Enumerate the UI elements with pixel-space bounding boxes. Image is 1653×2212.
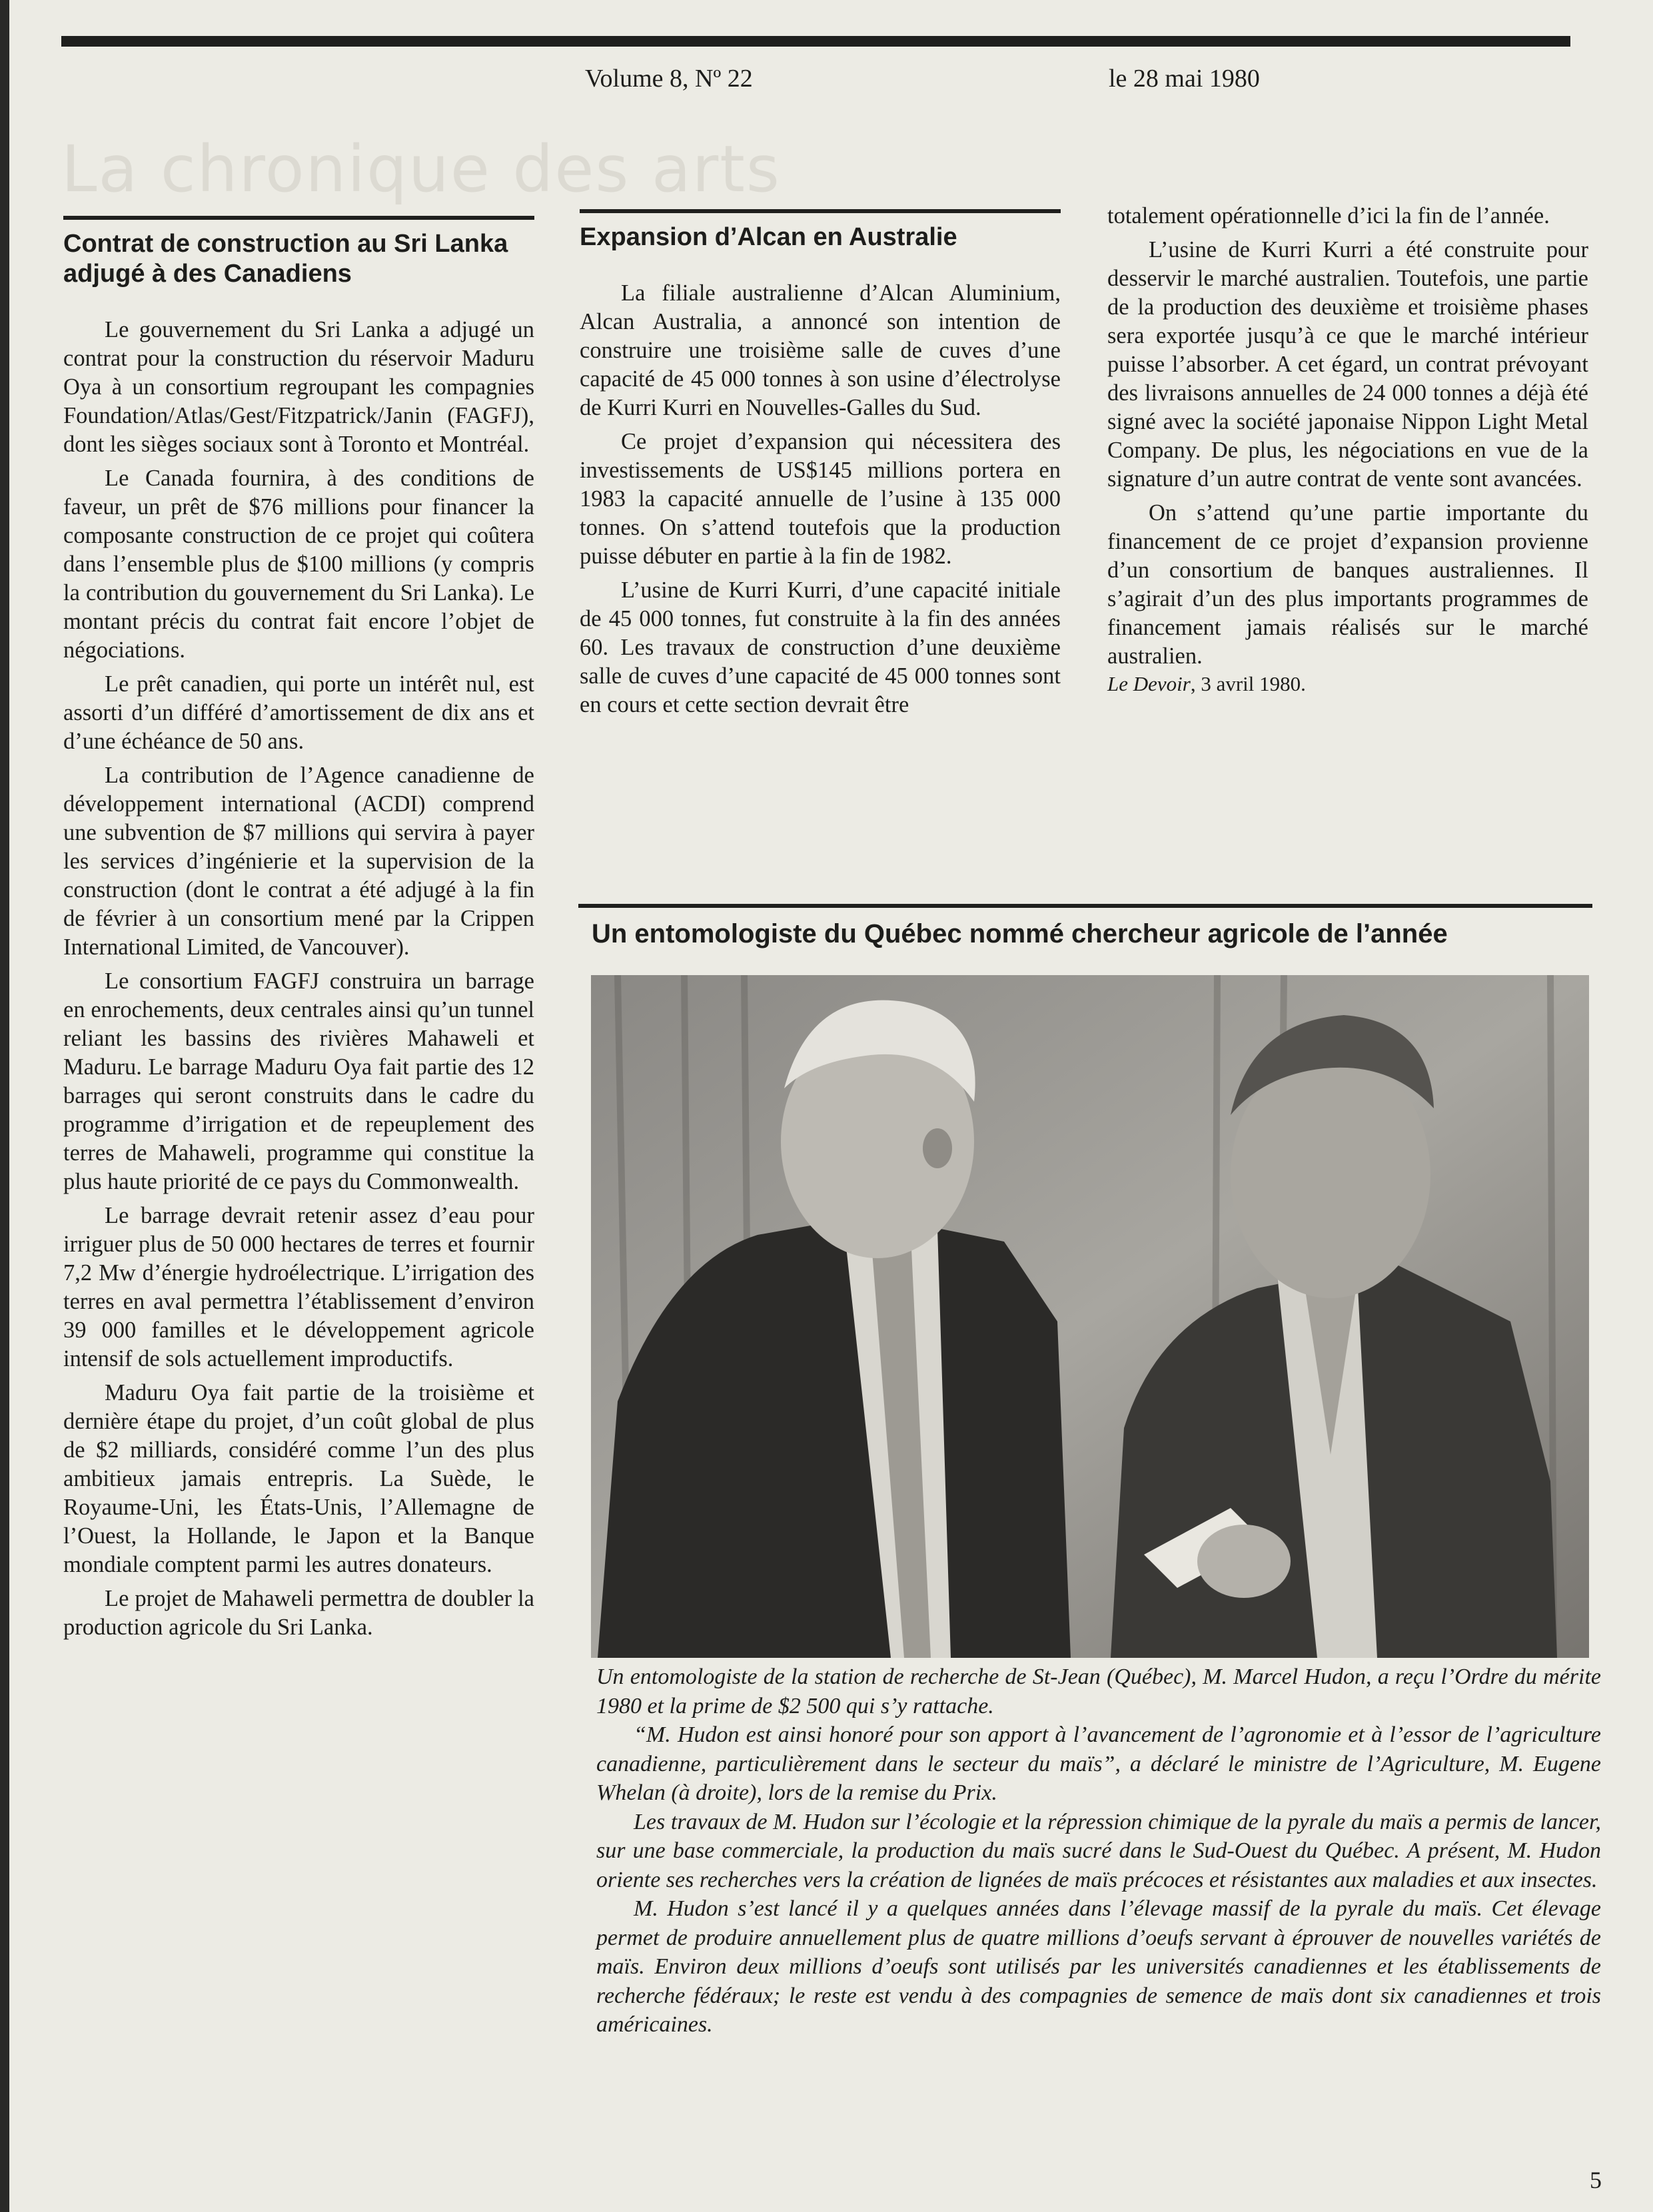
issue-date: le 28 mai 1980 — [1109, 65, 1260, 93]
photo-caption — [596, 1662, 1601, 2039]
paragraph: Le gouvernement du Sri Lanka a adjugé un contrat pour la construction du réservoir Maduru Oya à un consortium regroupant les compagnies Foundation/Atlas/Gest/Fitzpatrick/Janin (FAGFJ), dont les sièges sociaux sont à Toronto et Montréal. — [63, 317, 534, 457]
source-date: , 3 avril 1980. — [1190, 672, 1306, 695]
paragraph: Ce projet d’expansion qui nécessitera des investissements de US$145 millions portera en 1983 la capacité annuelle de l’usine à 135 000 tonnes. On s’attend toutefois que la production puisse débuter en partie à la fin de 1982. — [580, 429, 1061, 569]
paragraph: On s’attend qu’une partie importante du financement de ce projet d’expansion provienne d’un consortium de banques australiennes. Il s’agirait d’un des plus importants programmes de financement jamais réalisés sur le marché australien. — [1107, 500, 1588, 669]
section-rule — [578, 904, 1592, 908]
masthead-rule — [61, 36, 1570, 47]
paragraph: Le prêt canadien, qui porte un intérêt nul, est assorti d’un différé d’amortissement de dix ans et d’une échéance de 50 ans. — [63, 671, 534, 754]
caption-paragraph: Les travaux de M. Hudon sur l’écologie et la répression chimique de la pyrale du maïs a permis de lancer, sur une base commerciale, la production du maïs sucré dans le Sud-Ouest du Québec. A présent, M. Hudon oriente ses recherches vers la création de lignées de maïs précoces et résistantes aux maladies et aux insectes. — [596, 1809, 1601, 1892]
paragraph: La filiale australienne d’Alcan Aluminium, Alcan Australia, a annoncé son intention de construire une troisième salle de cuves d’une capacité de 45 000 tonnes à son usine d’électrolyse de Kurri Kurri en Nouvelles-Galles du Sud. — [580, 280, 1061, 420]
paragraph: Le Canada fournira, à des conditions de faveur, un prêt de $76 millions pour financer la composante construction de ce projet qui coûtera dans l’ensemble plus de $100 millions (y compris la contribution du gouvernement du Sri Lanka). Le montant précis du contrat fait encore l’objet de négociations. — [63, 466, 534, 663]
news-photo — [591, 975, 1589, 1658]
caption-paragraph: M. Hudon s’est lancé il y a quelques années dans l’élevage massif de la pyrale du maïs. Cet élevage permet de produire annuellement plus de quatre millions d’oeufs servant à éprouver de nouvelles variétés de maïs. Environ deux millions d’oeufs sont utilisés par les universités canadiennes et les établissements de recherche fédéraux; le reste est vendu à des compagnies de semence de maïs dont six canadiennes et trois américaines. — [596, 1896, 1601, 2037]
column-rule — [580, 209, 1061, 213]
article-headline: Contrat de construction au Sri Lanka adjugé à des Canadiens — [63, 230, 508, 288]
paragraph: L’usine de Kurri Kurri a été construite pour desservir le marché australien. Toutefois, une partie de la production des deuxième et troisième phases sera exportée jusqu’à ce que le marché intérieur puisse l’absorber. A cet égard, un contrat prévoyant des livraisons annuelles de 24 000 tonnes a déjà été signé avec la société japonaise Nippon Light Metal Company. De plus, les négociations en vue de la signature d’un autre contrat de vente sont avancées. — [1107, 237, 1588, 492]
paragraph: Le consortium FAGFJ construira un barrage en enrochements, deux centrales ainsi qu’un tunnel reliant les bassins des rivières Mahaweli et Maduru. Le barrage Maduru Oya fait partie des 12 barrages qui seront construits dans le cadre du programme d’irrigation et de repeuplement des terres de Mahaweli, programme qui constitue la plus haute priorité de ce pays du Commonwealth. — [63, 968, 534, 1194]
article-source — [1107, 671, 1588, 697]
article-headline: Expansion d’Alcan en Australie — [580, 223, 957, 251]
issue-volume: Volume 8, Nº 22 — [585, 65, 753, 93]
paragraph: totalement opérationnelle d’ici la fin de l’année. — [1107, 203, 1550, 228]
paragraph: La contribution de l’Agence canadienne de développement international (ACDI) comprend une subvention de $7 millions qui servira à payer les services d’ingénierie et la supervision de la construction (dont le contrat a été adjugé à la fin de février à un consortium mené par la Crippen International Limited, de Vancouver). — [63, 763, 534, 960]
paragraph: Le barrage devrait retenir assez d’eau pour irriguer plus de 50 000 hectares de terres et fournir 7,2 Mw d’énergie hydroélectrique. L’irrigation des terres en aval permettra l’établissement d’environ 39 000 familles et le développement agricole intensif de sols actuellement improductifs. — [63, 1203, 534, 1371]
paragraph: Maduru Oya fait partie de la troisième et dernière étape du projet, d’un coût global de plus de $2 milliards, considéré comme l’un des plus ambitieux jamais entrepris. La Suède, le Royaume-Uni, les États-Unis, l’Allemagne de l’Ouest, la Hollande, le Japon et la Banque mondiale comptent parmi les autres donateurs. — [63, 1380, 534, 1577]
caption-paragraph: “M. Hudon est ainsi honoré pour son apport à l’avancement de l’agronomie et à l’essor de l’agriculture canadienne, particulièrement dans le secteur du maïs”, a déclaré le ministre de l’Agriculture, M. Eugene Whelan (à droite), lors de la remise du Prix. — [596, 1722, 1601, 1805]
source-name: Le Devoir — [1107, 672, 1191, 695]
article-headline: Un entomologiste du Québec nommé chercheur agricole de l’année — [592, 919, 1448, 948]
bleed-through-title: La chronique des arts — [61, 132, 781, 206]
paragraph: L’usine de Kurri Kurri, d’une capacité initiale de 45 000 tonnes, fut construite à la fin des années 60. Les travaux de construction d’une deuxième salle de cuves d’une capacité de 45 000 tonnes sont en cours et cette section devrait être — [580, 577, 1061, 717]
article-alcan-continued — [1107, 202, 1588, 697]
page-number: 5 — [1590, 2167, 1602, 2193]
caption-paragraph: Un entomologiste de la station de recherche de St-Jean (Québec), M. Marcel Hudon, a reçu l’Ordre du mérite 1980 et la prime de $2 500 qui s’y rattache. — [596, 1664, 1601, 1718]
column-rule — [63, 216, 534, 220]
photo-illustration — [591, 975, 1589, 1658]
article-alcan — [580, 209, 1061, 719]
scan-binding-edge — [0, 0, 9, 2212]
article-sri-lanka — [63, 216, 534, 1642]
paragraph: Le projet de Mahaweli permettra de doubler la production agricole du Sri Lanka. — [63, 1586, 534, 1640]
